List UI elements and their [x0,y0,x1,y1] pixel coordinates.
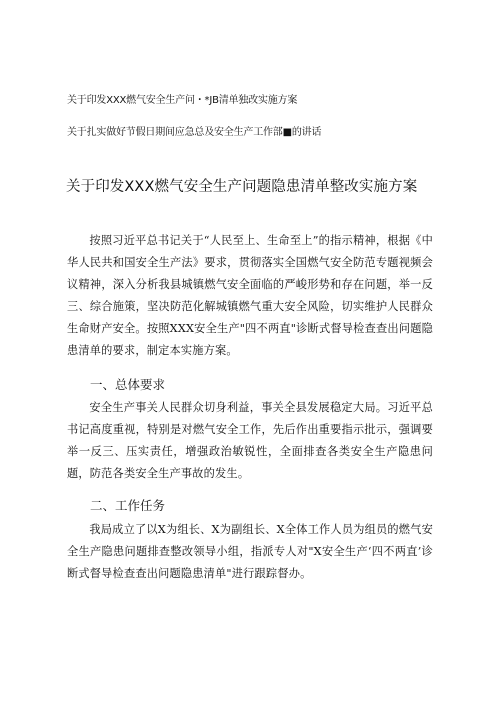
paragraph-general-requirements: 安全生产事关人民群众切身利益，事关全县发展稳定大局。习近平总书记高度重视，特别是对燃气安全工作，先后作出重要指示批示，强调要举一反三、压实责任，增强政治敏锐性，全面排查各类安全生产隐患问题，防范各类安全生产事故的发生。 [67,401,433,480]
section-heading-general-requirements: 一、总体要求 [90,377,166,392]
paragraph-work-tasks: 我局成立了以X为组长、X为副组长、X全体工作人员为组员的燃气安全生产隐患问题排查整改领导小组，指派专人对"X安全生产‘四不两直’诊断式督导检查查出问题隐患清单"进行跟踪督办。 [67,523,433,580]
toc-entry-2: 关于扎实做好节假日期间应急总及安全生产工作部■的讲话 [67,127,322,138]
section-heading-work-tasks: 二、工作任务 [90,498,166,513]
document-title: 关于印发XXX燃气安全生产问题隐患清单整改实施方案 [66,179,418,195]
paragraph-intro: 按照习近平总书记关于“人民至上、生命至上”的指示精神，根据《中华人民共和国安全生产法》要求，贯彻落实全国燃气安全防范专题视频会议精神，深入分析我县城镇燃气安全面临的严峻形势和存在问题，举一反三、综合施策，坚决防范化解城镇燃气重大安全风险，切实维护人民群众生命财产安全。按照XXX安全生产"四不两直"诊断式督导检查查出问题隐患清单的要求，制定本实施方案。 [67,234,433,357]
toc-entry-1: 关于印发XXX燃气安全生产问・*JB清单独改实施方案 [67,95,298,106]
